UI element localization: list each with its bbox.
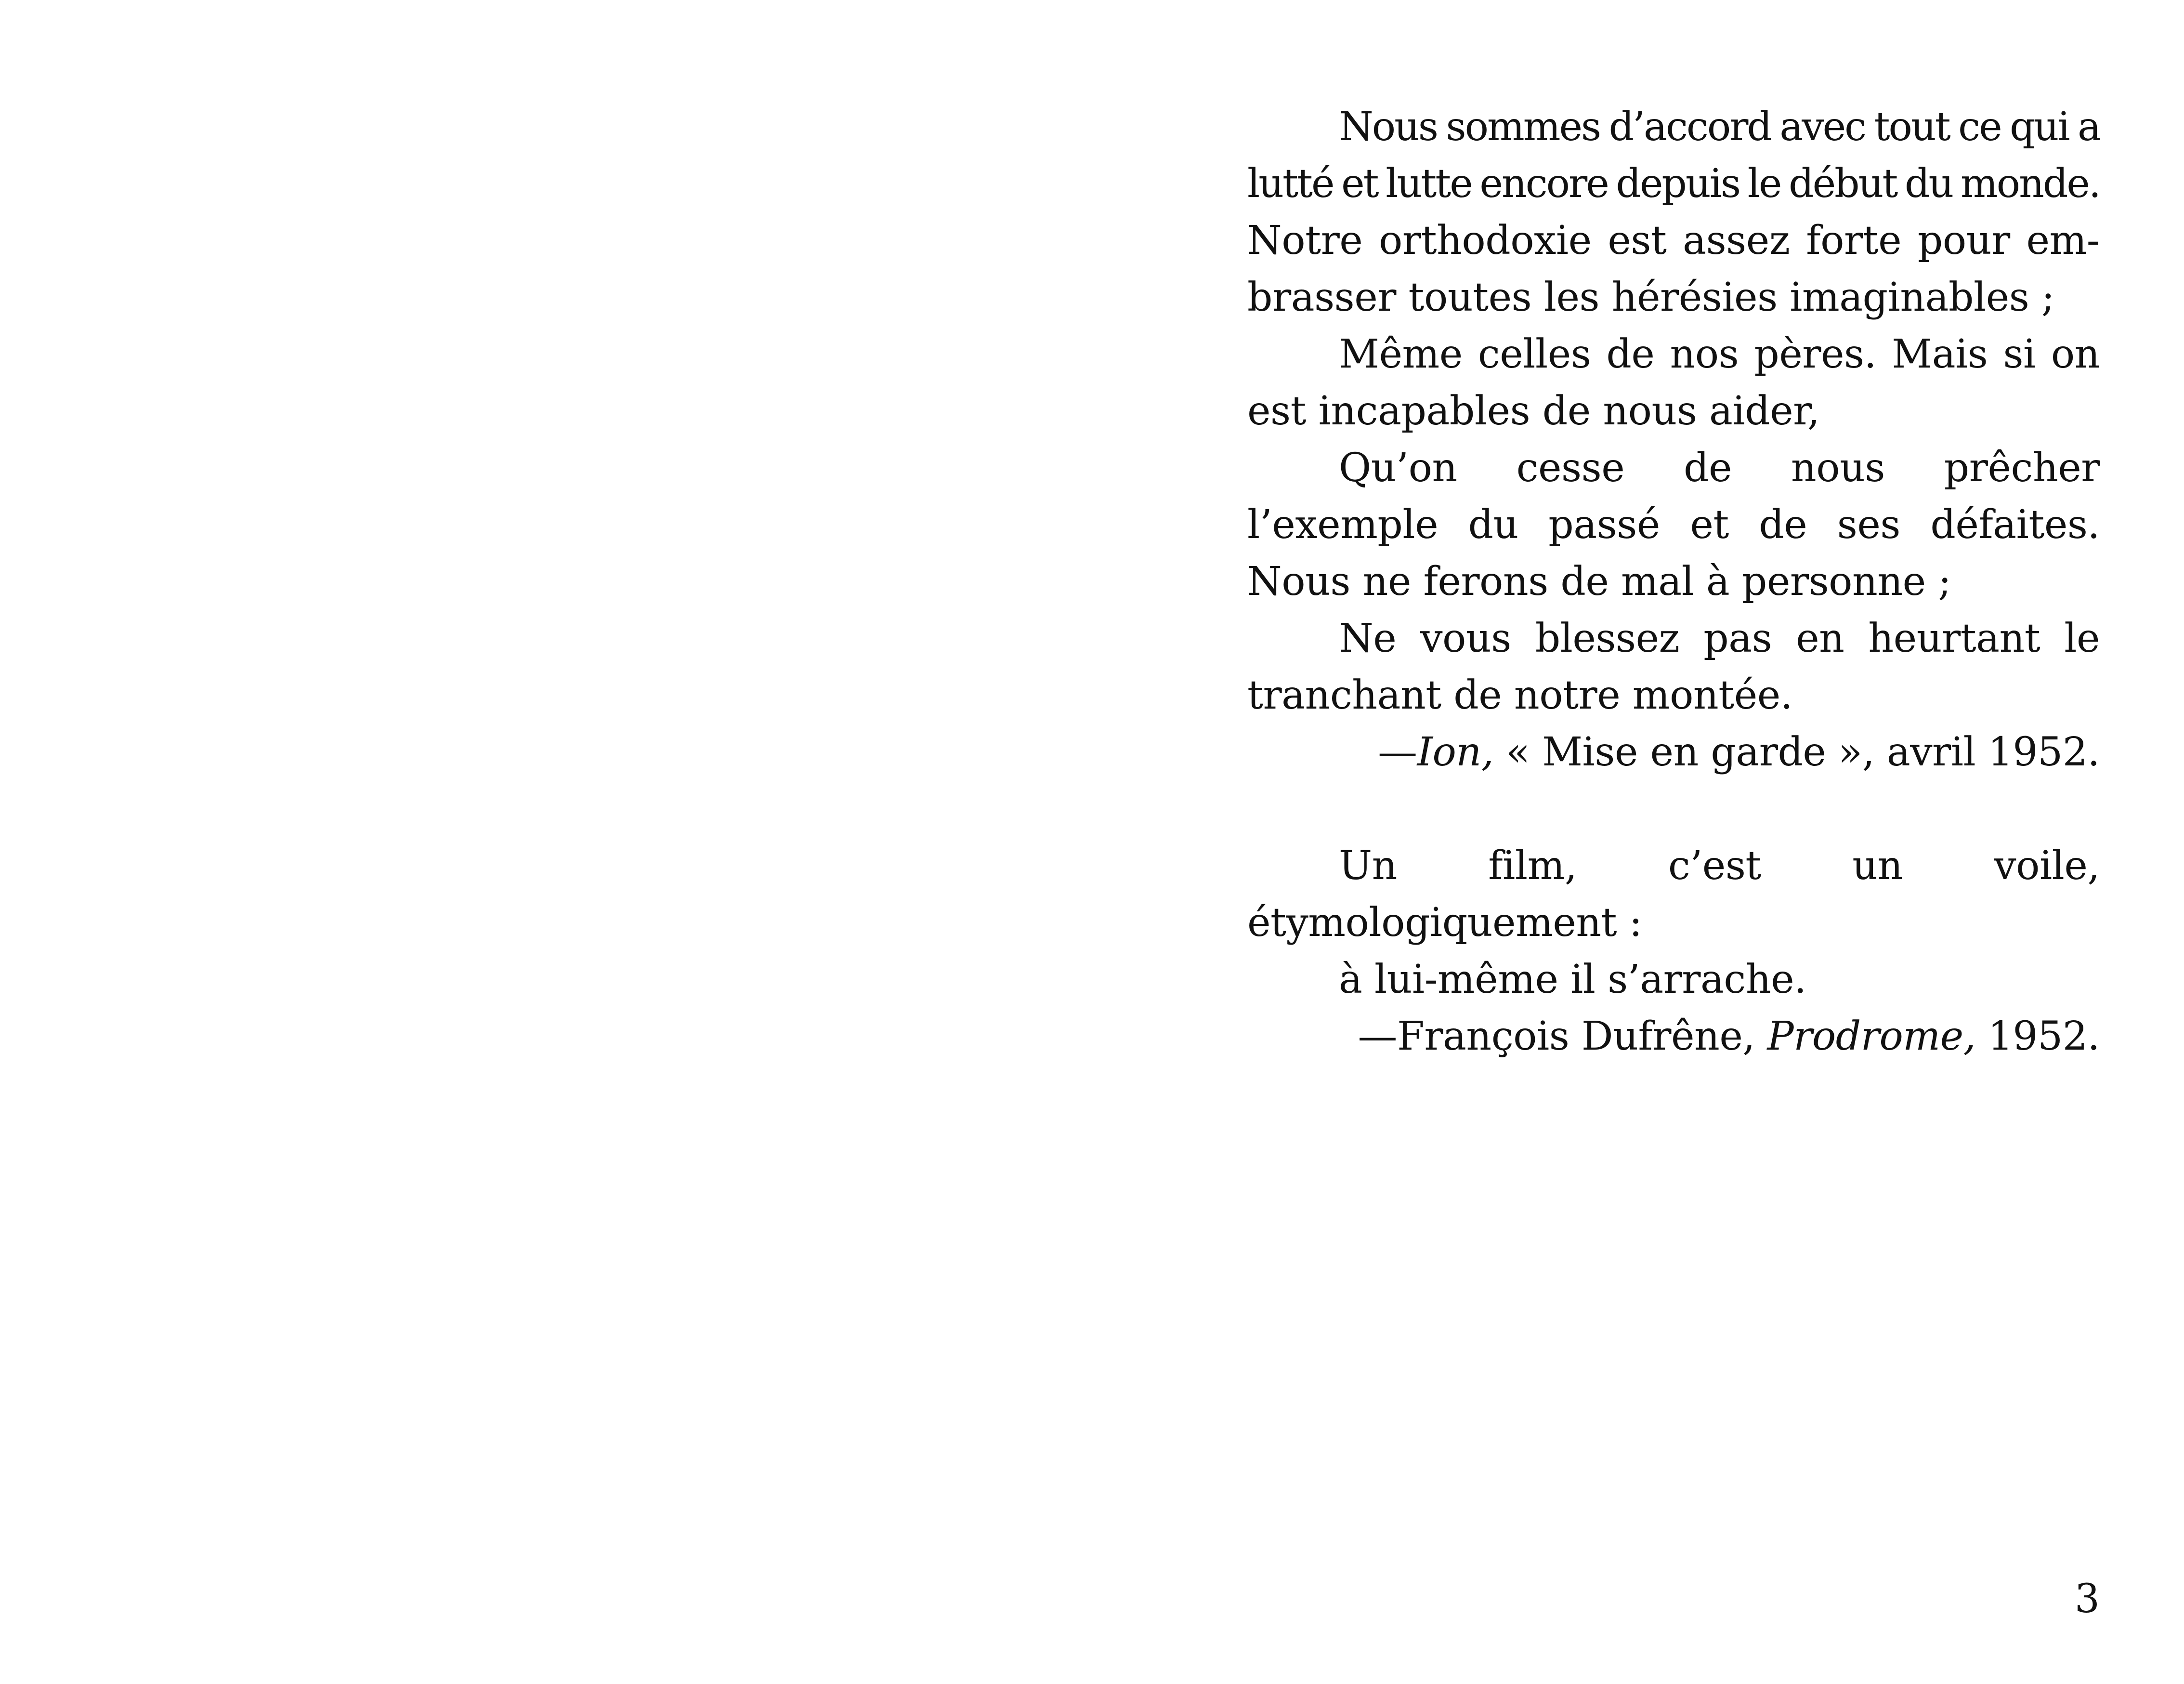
poem-one-attribution — [1247, 724, 2100, 781]
poem-one-stanza-3: Qu’on cesse de nous prêcher l’exemple du passé et de ses défaites. Nous ne ferons de mal à personne ; — [1247, 445, 2100, 605]
page-number: 3 — [2074, 1576, 2100, 1622]
poem-one-stanza-4: Ne vous blessez pas en heurtant le tranchant de notre montée. — [1247, 616, 2100, 718]
poem-two-attribution — [1247, 1008, 2100, 1065]
poem-one-line-1: Nous sommes d’accord avec tout ce qui a — [1339, 104, 2100, 150]
attribution-dash: — — [1378, 729, 1417, 775]
attribution-work: Prodrome, — [1767, 1013, 1976, 1059]
poem-one-line-2: lutté et lutte encore depuis le début du monde. — [1247, 161, 2100, 207]
poem-one-stanza-1 — [1247, 99, 2100, 326]
attribution-author: Ion, — [1417, 729, 1494, 775]
attribution-year: 1952. — [1975, 1013, 2100, 1059]
attribution-author: —François Dufrêne, — [1358, 1013, 1755, 1059]
poem-two-stanza-2: à lui-même il s’arrache. — [1339, 957, 1806, 1002]
attribution-title-date: « Mise en garde », avril 1952. — [1493, 729, 2100, 775]
section-gap — [1247, 781, 2100, 838]
poem-one-line-4: brasser toutes les hérésies imaginables ; — [1247, 275, 2055, 320]
poem-one-line-3: Notre orthodoxie est assez forte pour em- — [1247, 218, 2100, 263]
poem-one-stanza-2: Même celles de nos pères. Mais si on est incapables de nous aider, — [1247, 331, 2100, 434]
poem-two-stanza-1: Un film, c’est un voile, étymologiquement : — [1247, 843, 2100, 946]
text-column — [1247, 99, 2100, 1065]
